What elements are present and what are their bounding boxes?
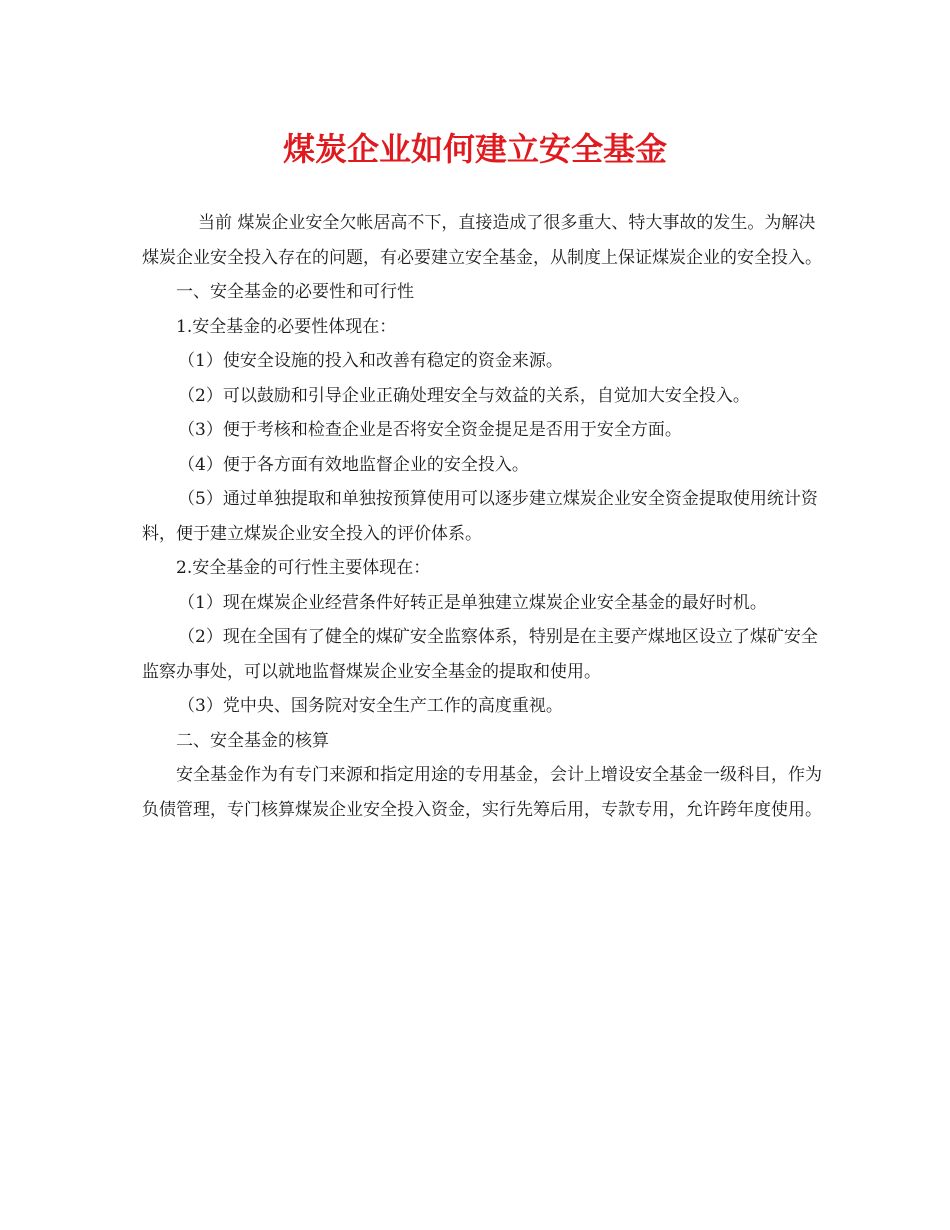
section-heading-1: 一、安全基金的必要性和可行性 bbox=[176, 282, 414, 302]
list-item: （4）便于各方面有效地监督企业的安全投入。 bbox=[178, 454, 529, 475]
closing-paragraph: 安全基金作为有专门来源和指定用途的专用基金，会计上增设安全基金一级科目，作为负债管理，专门核算煤炭企业安全投入资金，实行先筹后用，专款专用，允许跨年度使用。 bbox=[142, 765, 822, 820]
list-item: （2）可以鼓励和引导企业正确处理安全与效益的关系，自觉加大安全投入。 bbox=[178, 385, 750, 406]
subsection-heading-2: 2.安全基金的可行性主要体现在： bbox=[176, 558, 431, 578]
document-body bbox=[142, 206, 822, 827]
list-item: （5）通过单独提取和单独按预算使用可以逐步建立煤炭企业安全资金提取使用统计资料，便于建立煤炭企业安全投入的评价体系。 bbox=[142, 489, 818, 544]
subsection-heading-1: 1.安全基金的必要性体现在： bbox=[176, 316, 397, 337]
intro-paragraph: 当前 煤炭企业安全欠帐居高不下，直接造成了很多重大、特大事故的发生。为解决煤炭企业安全投入存在的问题，有必要建立安全基金，从制度上保证煤炭企业的安全投入。 bbox=[142, 213, 822, 268]
list-item: （1）现在煤炭企业经营条件好转正是单独建立煤炭企业安全基金的最好时机。 bbox=[178, 592, 767, 613]
list-item: （3）便于考核和检查企业是否将安全资金提足是否用于安全方面。 bbox=[178, 420, 682, 440]
list-item: （1）使安全设施的投入和改善有稳定的资金来源。 bbox=[178, 351, 563, 371]
list-item: （2）现在全国有了健全的煤矿安全监察体系，特别是在主要产煤地区设立了煤矿安全监察办事处，可以就地监督煤炭企业安全基金的提取和使用。 bbox=[142, 627, 818, 682]
list-item: （3）党中央、国务院对安全生产工作的高度重视。 bbox=[178, 696, 563, 716]
document-title: 煤炭企业如何建立安全基金 bbox=[282, 130, 667, 168]
section-heading-2: 二、安全基金的核算 bbox=[176, 730, 329, 751]
